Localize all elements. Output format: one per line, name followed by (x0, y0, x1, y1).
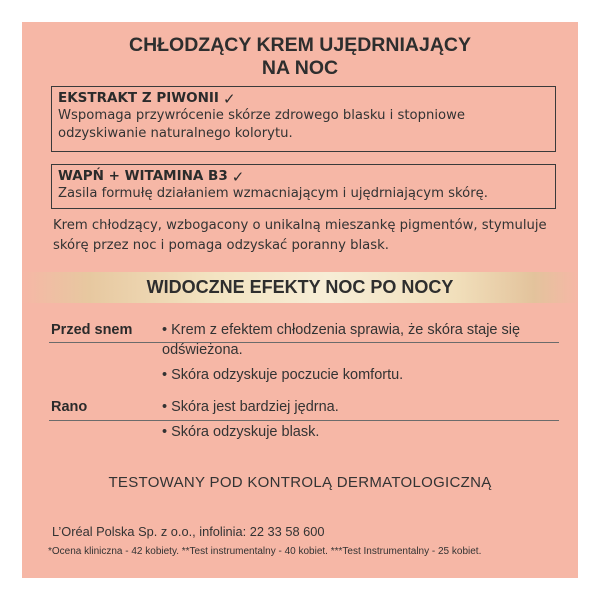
section-bullets-morning (162, 397, 562, 447)
company-info: L’Oréal Polska Sp. z o.o., infolinia: 22 33 58 600 (52, 524, 325, 539)
section-label-morning: Rano (51, 399, 88, 415)
intro-text: Krem chłodzący, wzbogacony o unikalną mieszankę pigmentów, stymuluje skórę przez noc i pomaga odzyskać poranny blask. (53, 218, 547, 253)
product-title-line2: NA NOC (261, 57, 339, 79)
bullet-item: • Krem z efektem chłodzenia sprawia, że skóra staje się odświeżona. (162, 322, 521, 358)
section-bullets-before-sleep (162, 320, 562, 390)
ingredient-box-calcium (51, 164, 556, 209)
product-title-line1: CHŁODZĄCY KREM UJĘDRNIAJĄCY (128, 34, 471, 56)
dermatology-tested-statement: TESTOWANY POD KONTROLĄ DERMATOLOGICZNĄ (108, 474, 492, 491)
effects-banner (22, 272, 578, 303)
section-label-before-sleep: Przed snem (51, 322, 133, 338)
ingredient-description: Wspomaga przywrócenie skórze zdrowego blasku i stopniowe odzyskiwanie naturalnego kolorytu. (58, 108, 465, 141)
effects-banner-text: WIDOCZNE EFEKTY NOC PO NOCY (146, 277, 454, 297)
ingredient-box-peony (51, 86, 556, 152)
checkmark-icon: ✓ (222, 89, 236, 108)
bullet-item: • Skóra odzyskuje blask. (162, 424, 320, 440)
bullet-item: • Skóra jest bardziej jędrna. (162, 399, 339, 415)
ingredient-heading (58, 90, 549, 107)
product-title (22, 34, 578, 80)
ingredient-heading (58, 168, 549, 185)
package-panel (22, 22, 578, 578)
ingredient-title: EKSTRAKT Z PIWONII (58, 90, 219, 106)
footnote: *Ocena kliniczna - 42 kobiety. **Test instrumentalny - 40 kobiet. ***Test Instrumentalny - 25 kobiet. (48, 546, 482, 557)
ingredient-description: Zasila formułę działaniem wzmacniającym i ujędrniającym skórę. (58, 186, 488, 201)
ingredient-title: WAPŃ + WITAMINA B3 (58, 168, 228, 184)
checkmark-icon: ✓ (231, 167, 245, 186)
bullet-item: • Skóra odzyskuje poczucie komfortu. (162, 367, 404, 383)
